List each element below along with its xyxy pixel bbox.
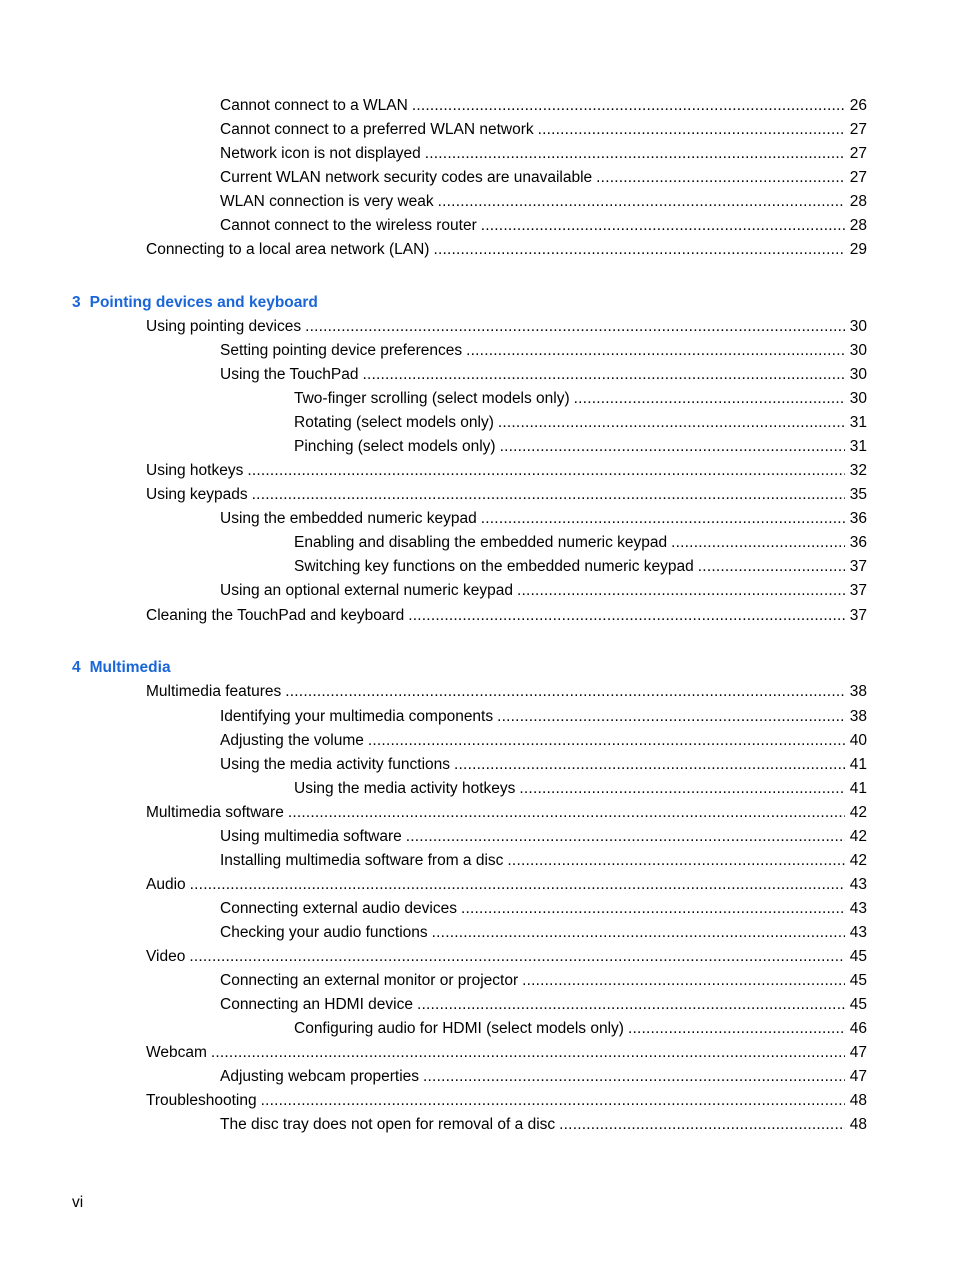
toc-entry[interactable]: [220, 849, 867, 873]
toc-entry-page: 45: [849, 972, 867, 989]
toc-entry-page: 43: [849, 924, 867, 941]
toc-entry-title: Identifying your multimedia components: [220, 708, 494, 725]
toc-entry[interactable]: [294, 777, 867, 801]
toc-entry-title: Using the media activity functions: [220, 756, 451, 773]
dot-leader: [574, 387, 845, 411]
toc-entry[interactable]: [146, 483, 867, 507]
toc-entry[interactable]: [220, 921, 867, 945]
toc-entry-title: Multimedia features: [146, 683, 282, 700]
dot-leader: [406, 825, 845, 849]
dot-leader: [519, 777, 844, 801]
toc-entry-page: 46: [849, 1020, 867, 1037]
dot-leader: [425, 142, 845, 166]
toc-entry[interactable]: [146, 680, 867, 704]
toc-entry[interactable]: [220, 507, 867, 531]
dot-leader: [368, 729, 845, 753]
toc-entry-page: 38: [849, 683, 867, 700]
toc-entry[interactable]: [146, 1041, 867, 1065]
toc-entry[interactable]: [220, 969, 867, 993]
toc-entry[interactable]: [146, 604, 867, 628]
toc-entry-title: Connecting external audio devices: [220, 900, 457, 917]
toc-entry-page: 26: [849, 97, 867, 114]
toc-entry-page: 45: [849, 948, 867, 965]
dot-leader: [628, 1017, 845, 1041]
toc-entry-page: 30: [849, 318, 867, 335]
dot-leader: [461, 897, 845, 921]
toc-entry[interactable]: [146, 459, 867, 483]
toc-entry-title: Connecting to a local area network (LAN): [146, 241, 430, 258]
toc-entry-page: 32: [849, 462, 867, 479]
toc-entry-title: Adjusting the volume: [220, 732, 364, 749]
dot-leader: [288, 801, 845, 825]
toc-entry-title: Using multimedia software: [220, 828, 402, 845]
toc-entry-title: Using an optional external numeric keypad: [220, 582, 513, 599]
toc-entry[interactable]: [220, 579, 867, 603]
toc-entry-page: 29: [849, 241, 867, 258]
dot-leader: [671, 531, 845, 555]
toc-entry-title: Network icon is not displayed: [220, 145, 421, 162]
chapter-heading[interactable]: [72, 656, 171, 680]
dot-leader: [211, 1041, 845, 1065]
toc-entry[interactable]: [220, 753, 867, 777]
toc-entry[interactable]: [146, 873, 867, 897]
toc-entry-title: Audio: [146, 876, 186, 893]
dot-leader: [433, 238, 844, 262]
dot-leader: [507, 849, 844, 873]
toc-entry-title: Cannot connect to a WLAN: [220, 97, 408, 114]
dot-leader: [190, 873, 845, 897]
toc-entry-page: 35: [849, 486, 867, 503]
toc-entry-title: Rotating (select models only): [294, 414, 494, 431]
toc-entry-title: Connecting an HDMI device: [220, 996, 413, 1013]
toc-entry-title: Cannot connect to a preferred WLAN network: [220, 121, 534, 138]
toc-entry-page: 36: [849, 534, 867, 551]
toc-entry-page: 48: [849, 1116, 867, 1133]
toc-entry-page: 43: [849, 900, 867, 917]
toc-entry[interactable]: [294, 387, 867, 411]
toc-entry[interactable]: [220, 214, 867, 238]
dot-leader: [481, 214, 845, 238]
toc-entry-page: 37: [849, 607, 867, 624]
toc-entry-page: 27: [849, 169, 867, 186]
toc-entry-title: Multimedia software: [146, 804, 284, 821]
toc-entry[interactable]: [146, 1089, 867, 1113]
toc-entry[interactable]: [146, 315, 867, 339]
dot-leader: [596, 166, 845, 190]
toc-entry-page: 38: [849, 708, 867, 725]
toc-entry-page: 30: [849, 390, 867, 407]
toc-entry-title: Using hotkeys: [146, 462, 244, 479]
toc-entry-title: Using keypads: [146, 486, 248, 503]
toc-entry-title: Configuring audio for HDMI (select models only): [294, 1020, 624, 1037]
dot-leader: [481, 507, 845, 531]
chapter-number: 3: [72, 294, 81, 311]
toc-entry-page: 42: [849, 852, 867, 869]
toc-entry-title: Using pointing devices: [146, 318, 302, 335]
toc-entry[interactable]: [220, 729, 867, 753]
toc-entry-page: 28: [849, 193, 867, 210]
dot-leader: [454, 753, 845, 777]
toc-entry-page: 40: [849, 732, 867, 749]
page-number-footer: vi: [72, 1194, 84, 1211]
chapter-heading[interactable]: [72, 291, 318, 315]
toc-entry[interactable]: [146, 945, 867, 969]
toc-entry-page: 30: [849, 342, 867, 359]
toc-entry[interactable]: [146, 238, 867, 262]
dot-leader: [305, 315, 845, 339]
dot-leader: [466, 339, 845, 363]
toc-entry-title: Pinching (select models only): [294, 438, 496, 455]
dot-leader: [189, 945, 844, 969]
dot-leader: [497, 705, 845, 729]
toc-entry[interactable]: [220, 142, 867, 166]
toc-entry[interactable]: [294, 531, 867, 555]
toc-entry-page: 37: [849, 582, 867, 599]
toc-entry-title: Adjusting webcam properties: [220, 1068, 420, 1085]
dot-leader: [522, 969, 845, 993]
dot-leader: [247, 459, 844, 483]
dot-leader: [500, 435, 845, 459]
dot-leader: [362, 363, 844, 387]
toc-entry-title: Connecting an external monitor or projector: [220, 972, 519, 989]
chapter-title: Multimedia: [89, 659, 171, 676]
toc-entry[interactable]: [220, 993, 867, 1017]
toc-entry-page: 47: [849, 1044, 867, 1061]
dot-leader: [517, 579, 845, 603]
toc-entry[interactable]: [220, 118, 867, 142]
toc-entry-title: WLAN connection is very weak: [220, 193, 434, 210]
toc-entry-page: 43: [849, 876, 867, 893]
toc-entry[interactable]: [220, 190, 867, 214]
toc-entry[interactable]: [146, 801, 867, 825]
dot-leader: [498, 411, 845, 435]
toc-entry[interactable]: [220, 363, 867, 387]
dot-leader: [261, 1089, 845, 1113]
toc-entry-title: Checking your audio functions: [220, 924, 428, 941]
dot-leader: [423, 1065, 845, 1089]
toc-entry-title: Current WLAN network security codes are unavailable: [220, 169, 593, 186]
toc-entry-title: The disc tray does not open for removal of a disc: [220, 1116, 556, 1133]
toc-entry[interactable]: [220, 825, 867, 849]
toc-entry-title: Using the media activity hotkeys: [294, 780, 516, 797]
toc-entry[interactable]: [220, 897, 867, 921]
toc-entry-page: 28: [849, 217, 867, 234]
dot-leader: [432, 921, 845, 945]
toc-entry-page: 41: [849, 756, 867, 773]
toc-entry-page: 41: [849, 780, 867, 797]
dot-leader: [408, 604, 845, 628]
dot-leader: [538, 118, 845, 142]
toc-entry-title: Enabling and disabling the embedded numeric keypad: [294, 534, 668, 551]
toc-entry-title: Using the TouchPad: [220, 366, 359, 383]
toc-entry[interactable]: [220, 1065, 867, 1089]
toc-entry-title: Cannot connect to the wireless router: [220, 217, 477, 234]
toc-entry[interactable]: [294, 1017, 867, 1041]
dot-leader: [698, 555, 845, 579]
chapter-title: Pointing devices and keyboard: [89, 294, 318, 311]
toc-entry-page: 37: [849, 558, 867, 575]
toc-entry-page: 31: [849, 414, 867, 431]
dot-leader: [412, 94, 845, 118]
toc-entry[interactable]: [220, 166, 867, 190]
toc-entry[interactable]: [220, 339, 867, 363]
toc-entry[interactable]: [220, 94, 867, 118]
toc-entry-page: 30: [849, 366, 867, 383]
toc-entry-page: 45: [849, 996, 867, 1013]
toc-entry-title: Cleaning the TouchPad and keyboard: [146, 607, 405, 624]
dot-leader: [559, 1113, 845, 1137]
dot-leader: [417, 993, 845, 1017]
toc-entry-page: 27: [849, 121, 867, 138]
toc-entry-page: 48: [849, 1092, 867, 1109]
chapter-number: 4: [72, 659, 81, 676]
toc-entry-title: Using the embedded numeric keypad: [220, 510, 477, 527]
toc-entry[interactable]: [220, 1113, 867, 1137]
toc-entry[interactable]: [294, 435, 867, 459]
toc-entry[interactable]: [220, 705, 867, 729]
dot-leader: [438, 190, 845, 214]
toc-entry-page: 31: [849, 438, 867, 455]
toc-entry-title: Switching key functions on the embedded numeric keypad: [294, 558, 694, 575]
toc-entry-title: Video: [146, 948, 186, 965]
toc-entry-title: Troubleshooting: [146, 1092, 257, 1109]
dot-leader: [252, 483, 845, 507]
toc-entry-title: Two-finger scrolling (select models only): [294, 390, 570, 407]
toc-entry-page: 36: [849, 510, 867, 527]
toc-entry[interactable]: [294, 411, 867, 435]
toc-entry-page: 42: [849, 804, 867, 821]
toc-entry[interactable]: [294, 555, 867, 579]
dot-leader: [285, 680, 844, 704]
toc-entry-title: Installing multimedia software from a disc: [220, 852, 504, 869]
toc-entry-page: 27: [849, 145, 867, 162]
toc-entry-page: 47: [849, 1068, 867, 1085]
toc-entry-page: 42: [849, 828, 867, 845]
toc-entry-title: Webcam: [146, 1044, 207, 1061]
toc-entry-title: Setting pointing device preferences: [220, 342, 463, 359]
